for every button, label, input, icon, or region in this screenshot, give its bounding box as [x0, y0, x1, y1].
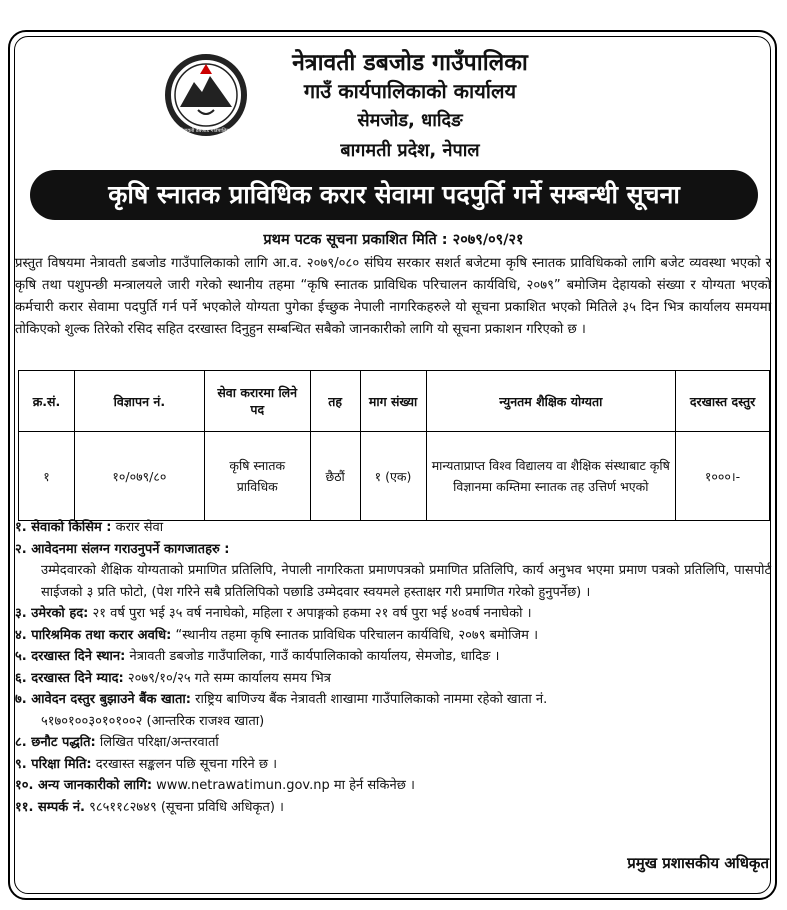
item-text: ९८५११८२७४९ (सूचना प्रविधि अधिकृत) । — [84, 799, 284, 815]
table-cell: १०/०७९/८० — [74, 432, 204, 521]
province-name: बागमती प्रदेश, नेपाल — [340, 140, 480, 161]
list-item — [15, 689, 771, 711]
item-label: १. सेवाको किसिम : — [15, 520, 112, 535]
item-text: २१ वर्ष पुरा भई ३५ वर्ष ननाघेको, महिला र अपाङ्गको हकमा २१ वर्ष पुरा भई ४०वर्ष ननाघेको । — [88, 606, 532, 621]
svg-text:नेत्रावती डबजोड गाउँपालिका: नेत्रावती डबजोड गाउँपालिका — [180, 128, 232, 134]
table-header-row — [19, 371, 770, 432]
column-header: सेवा करारमा लिने पद — [204, 371, 310, 432]
table-cell: छैठौं — [310, 432, 360, 521]
item-text: करार सेवा — [111, 520, 164, 535]
list-item — [15, 603, 771, 625]
office-name: गाउँ कार्यपालिकाको कार्यालय — [303, 79, 517, 103]
list-item — [15, 625, 771, 647]
list-item — [15, 754, 771, 776]
column-header: तह — [310, 371, 360, 432]
table-cell: कृषि स्नातक प्राविधिक — [204, 432, 310, 521]
list-item — [15, 517, 771, 539]
table-cell: मान्यताप्राप्त विश्व विद्यालय वा शैक्षिक संस्थाबाट कृषि विज्ञानमा कम्तिमा स्नातक तह उत्तिर्ण भएको — [426, 432, 676, 521]
item-label: ३. उमेरको हद: — [15, 606, 89, 621]
table-cell: १ (एक) — [360, 432, 426, 521]
column-header: विज्ञापन नं. — [74, 371, 204, 432]
table-cell: १ — [19, 432, 75, 521]
item-label: २. आवेदनमा संलग्न गराउनुपर्ने कागजातहरु : — [15, 541, 230, 557]
table-cell: १०००।- — [676, 432, 770, 521]
item-text: दरखास्त सङ्कलन पछि सूचना गरिने छ । — [91, 756, 278, 772]
list-item — [15, 732, 771, 754]
column-header: क्र.सं. — [19, 371, 75, 432]
signature-title: प्रमुख प्रशासकीय अधिकृत — [627, 854, 769, 872]
intro-paragraph: प्रस्तुत विषयमा नेत्रावती डबजोड गाउँपालिकाको लागि आ.व. २०७९/०८० संघिय सरकार सशर्त बजेटमा कृषि स्नातक प्राविधिकको लागि बजेट व्यवस्था भएको र कृषि तथा पशुपन्छी मन्त्रालयले जारी गरेको स्थानीय तहमा “कृषि स्नातक प्राविधिक परिचालन कार्यविधि, २०७९” बमोजिम देहायको संख्या र योग्यता भएको कर्मचारी करार सेवामा पदपुर्ति गर्न पर्ने भएकोले योग्यता पुगेका ईच्छुक नेपाली नागरिकहरुले यो सूचना प्रकाशित भएको मितिले ३५ दिन भित्र कार्यालय समयमा तोकिएको शुल्क तिरेको रसिद सहित दरखास्त दिनुहुन सम्बन्धित सबैको जानकारीको लागि यो सूचना प्रकाशन गरिएको छ । — [15, 256, 771, 337]
item-text: लिखित परिक्षा/अन्तरवार्ता — [95, 735, 219, 750]
notice-items — [15, 517, 771, 818]
item-label: ७. आवेदन दस्तुर बुझाउने बैंक खाता: — [15, 692, 191, 707]
item-text: “स्थानीय तहमा कृषि स्नातक प्राविधिक परिचालन कार्यविधि, २०७९ बमोजिम । — [171, 627, 538, 643]
item-label: ५. दरखास्त दिने स्थान: — [15, 649, 126, 664]
item-label: ११. सम्पर्क नं. — [15, 799, 85, 815]
column-header: दरखास्त दस्तुर — [676, 371, 770, 432]
municipality-name: नेत्रावती डबजोड गाउँपालिका — [292, 50, 528, 76]
item-text: www.netrawatimun.gov.np मा हेर्न सकिनेछ । — [152, 778, 415, 793]
item-label: ८. छनौट पद्धति: — [15, 735, 96, 750]
notice-title: कृषि स्नातक प्राविधिक करार सेवामा पदपुर्ति गर्ने सम्बन्धी सूचना — [30, 170, 758, 220]
item-text: २०७९/१०/२५ गते सम्म कार्यालय समय भित्र — [123, 670, 331, 686]
vacancy-table — [18, 370, 770, 521]
item-text: राष्ट्रिय बाणिज्य बैंक नेत्रावती शाखामा गाउँपालिकाको नाममा रहेको खाता नं. — [191, 692, 548, 707]
list-item — [15, 775, 771, 797]
column-header: न्युनतम शैक्षिक योग्यता — [426, 371, 676, 432]
list-item — [15, 797, 771, 819]
list-item — [15, 668, 771, 690]
item-label: ४. पारिश्रमिक तथा करार अवधि: — [15, 627, 172, 643]
item-label: १०. अन्य जानकारीको लागि: — [15, 778, 153, 793]
item-label: ९. परिक्षा मिति: — [15, 756, 92, 772]
table-row — [19, 432, 770, 521]
item-label: ६. दरखास्त दिने म्याद: — [15, 670, 124, 686]
office-location: सेमजोड, धादिङ — [357, 110, 463, 131]
bank-account: ५१७०१००३०१०१००२ (आन्तरिक राजश्व खाता) — [41, 713, 265, 729]
column-header: माग संख्या — [360, 371, 426, 432]
list-item — [15, 539, 771, 561]
documents-text: उम्मेदवारको शैक्षिक योग्यताको प्रमाणित प्रतिलिपि, नेपाली नागरिकता प्रमाणपत्रको प्रमाणित प्रतिलिपि, कार्य अनुभव भएमा प्रमाण पत्रको प्रतिलिपि, पासपोर्ट साईजको ३ प्रति फोटो, (पेश गरिने सबै प्रतिलिपिको पछाडि उम्मेदवार स्वयमले हस्ताक्षर गरी प्रमाणित गरेको हुनुपर्नेछ) । — [41, 563, 771, 600]
list-item — [15, 646, 771, 668]
item-text: नेत्रावती डबजोड गाउँपालिका, गाउँ कार्यपालिकाको कार्यालय, सेमजोड, धादिङ । — [125, 649, 500, 664]
publish-date: प्रथम पटक सूचना प्रकाशित मिति : २०७९/०९/२१ — [263, 232, 524, 248]
